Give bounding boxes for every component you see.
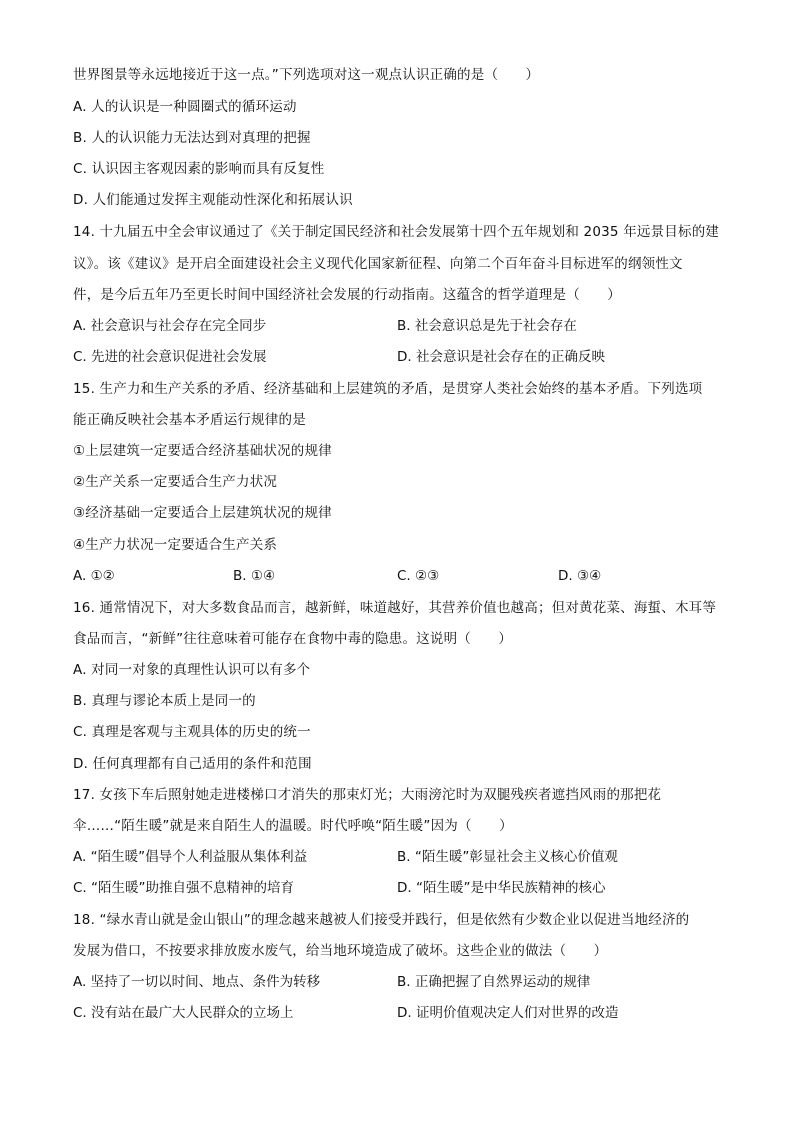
intro-stem: 世界图景等永远地接近于这一点。”下列选项对这一观点认识正确的是（ ） bbox=[73, 67, 540, 83]
q15-stem-line-1: 15. 生产力和生产关系的矛盾、经济基础和上层建筑的矛盾，是贯穿人类社会始终的基本矛盾。下列选项 bbox=[73, 381, 703, 397]
q15-option-c: C. ②③ bbox=[397, 568, 440, 584]
q18-option-b: B. 正确把握了自然界运动的规律 bbox=[397, 974, 591, 990]
q15-item-3: ③经济基础一定要适合上层建筑状况的规律 bbox=[73, 505, 332, 521]
intro-option-a: A. 人的认识是一种圆圈式的循环运动 bbox=[73, 99, 297, 115]
q15-option-d: D. ③④ bbox=[558, 568, 602, 584]
q15-item-2: ②生产关系一定要适合生产力状况 bbox=[73, 474, 278, 490]
intro-option-d: D. 人们能通过发挥主观能动性深化和拓展认识 bbox=[73, 192, 353, 208]
q16-option-a: A. 对同一对象的真理性认识可以有多个 bbox=[73, 662, 311, 678]
q14-option-a: A. 社会意识与社会存在完全同步 bbox=[73, 318, 267, 334]
q16-stem-line-2: 食品而言，“新鲜”往往意味着可能存在食物中毒的隐患。这说明（ ） bbox=[73, 631, 513, 647]
q18-option-a: A. 坚持了一切以时间、地点、条件为转移 bbox=[73, 974, 321, 990]
q14-stem-line-2: 议》。该《建议》是开启全面建设社会主义现代化国家新征程、向第二个百年奋斗目标进军的纲领性文 bbox=[73, 256, 683, 272]
q18-option-d: D. 证明价值观决定人们对世界的改造 bbox=[397, 1005, 619, 1021]
q14-stem-line-3: 件，是今后五年乃至更长时间中国经济社会发展的行动指南。这蕴含的哲学道理是（ ） bbox=[73, 287, 621, 303]
q17-option-a: A. “陌生暖”倡导个人利益服从集体利益 bbox=[73, 849, 308, 865]
q17-option-c: C. “陌生暖”助推自强不息精神的培育 bbox=[73, 880, 294, 896]
q18-option-c: C. 没有站在最广大人民群众的立场上 bbox=[73, 1005, 294, 1021]
q15-item-1: ①上层建筑一定要适合经济基础状况的规律 bbox=[73, 443, 332, 459]
q14-option-d: D. 社会意识是社会存在的正确反映 bbox=[397, 349, 605, 365]
q17-stem-line-2: 伞……“陌生暖”就是来自陌生人的温暖。时代呼唤“陌生暖”因为（ ） bbox=[73, 818, 513, 834]
intro-option-b: B. 人的认识能力无法达到对真理的把握 bbox=[73, 130, 311, 146]
q17-option-d: D. “陌生暖”是中华民族精神的核心 bbox=[397, 880, 606, 896]
q16-option-d: D. 任何真理都有自己适用的条件和范围 bbox=[73, 756, 312, 772]
q17-option-b: B. “陌生暖”彰显社会主义核心价值观 bbox=[397, 849, 618, 865]
q14-stem-line-1: 14. 十九届五中全会审议通过了《关于制定国民经济和社会发展第十四个五年规划和 2035 年远景目标的建 bbox=[73, 224, 720, 240]
q15-option-a: A. ①② bbox=[73, 568, 115, 584]
q16-stem-line-1: 16. 通常情况下，对大多数食品而言，越新鲜，味道越好，其营养价值也越高；但对黄花菜、海蜇、木耳等 bbox=[73, 600, 717, 616]
q14-option-b: B. 社会意识总是先于社会存在 bbox=[397, 318, 577, 334]
q15-option-b: B. ①④ bbox=[233, 568, 276, 584]
q15-item-4: ④生产力状况一定要适合生产关系 bbox=[73, 537, 278, 553]
q18-stem-line-2: 发展为借口，不按要求排放废水废气，给当地环境造成了破坏。这些企业的做法（ ） bbox=[73, 943, 608, 959]
q17-stem-line-1: 17. 女孩下车后照射她走进楼梯口才消失的那束灯光；大雨滂沱时为双腿残疾者遮挡风雨的那把花 bbox=[73, 787, 662, 803]
intro-option-c: C. 认识因主客观因素的影响而具有反复性 bbox=[73, 161, 325, 177]
q15-stem-line-2: 能正确反映社会基本矛盾运行规律的是 bbox=[73, 412, 306, 428]
q16-option-b: B. 真理与谬论本质上是同一的 bbox=[73, 693, 256, 709]
q14-option-c: C. 先进的社会意识促进社会发展 bbox=[73, 349, 267, 365]
q16-option-c: C. 真理是客观与主观具体的历史的统一 bbox=[73, 724, 311, 740]
q18-stem-line-1: 18. “绿水青山就是金山银山”的理念越来越被人们接受并践行，但是依然有少数企业以促进当地经济的 bbox=[73, 912, 690, 928]
